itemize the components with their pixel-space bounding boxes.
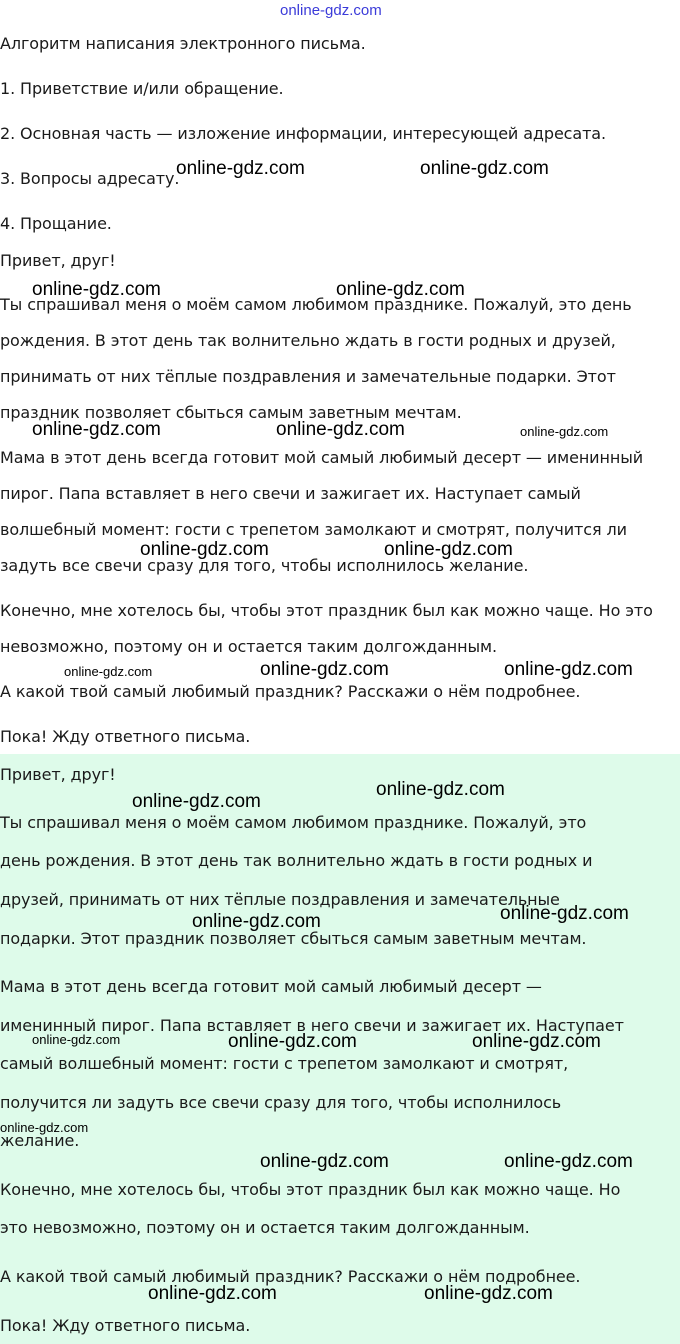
letter1-line: задуть все свечи сразу для того, чтобы исполнилось желание.	[0, 556, 529, 575]
letter2-line: это невозможно, поэтому он и остается таким долгожданным.	[0, 1218, 530, 1237]
letter1-line: пирог. Папа вставляет в него свечи и зажигает их. Наступает самый	[0, 484, 581, 503]
letter2-line: именинный пирог. Папа вставляет в него свечи и зажигает их. Наступает	[0, 1016, 624, 1035]
watermark: online-gdz.com	[260, 659, 389, 680]
letter1-line: рождения. В этот день так волнительно ждать в гости родных и друзей,	[0, 331, 616, 350]
letter2-line: Мама в этот день всегда готовит мой самый любимый десерт —	[0, 977, 542, 996]
watermark: online-gdz.com	[32, 1032, 121, 1047]
letter1-line: Конечно, мне хотелось бы, чтобы этот праздник был как можно чаще. Но это	[0, 601, 653, 620]
watermark: online-gdz.com	[500, 903, 629, 924]
algorithm-title: Алгоритм написания электронного письма.	[0, 34, 366, 53]
algorithm-step: 3. Вопросы адресату.	[0, 169, 180, 188]
algorithm-step: 1. Приветствие и/или обращение.	[0, 79, 284, 98]
letter2-line: Конечно, мне хотелось бы, чтобы этот праздник был как можно чаще. Но	[0, 1180, 621, 1199]
algorithm-step: 2. Основная часть — изложение информации, интересующей адресата.	[0, 124, 606, 143]
site-watermark-link[interactable]: online-gdz.com	[280, 2, 382, 19]
watermark: online-gdz.com	[520, 424, 609, 439]
letter1-line: праздник позволяет сбыться самым заветным мечтам.	[0, 403, 462, 422]
watermark: online-gdz.com	[192, 911, 321, 932]
letter2-line: день рождения. В этот день так волнительно ждать в гости родных и	[0, 851, 593, 870]
letter1-greeting: Привет, друг!	[0, 251, 116, 270]
watermark: online-gdz.com	[336, 279, 465, 300]
letter2-line: самый волшебный момент: гости с трепетом замолкают и смотрят,	[0, 1054, 569, 1073]
letter2-line: получится ли задуть все свечи сразу для того, чтобы исполнилось	[0, 1093, 562, 1112]
watermark: online-gdz.com	[32, 279, 161, 300]
letter2-greeting: Привет, друг!	[0, 765, 116, 784]
watermark: online-gdz.com	[64, 664, 153, 679]
letter2-line: желание.	[0, 1131, 80, 1150]
watermark: online-gdz.com	[276, 419, 405, 440]
watermark: online-gdz.com	[32, 419, 161, 440]
letter2-farewell: Пока! Жду ответного письма.	[0, 1316, 251, 1335]
watermark: online-gdz.com	[132, 791, 261, 812]
letter1-question: А какой твой самый любимый праздник? Расскажи о нём подробнее.	[0, 682, 581, 701]
algorithm-step: 4. Прощание.	[0, 214, 112, 233]
letter1-line: принимать от них тёплые поздравления и замечательные подарки. Этот	[0, 367, 616, 386]
watermark: online-gdz.com	[176, 158, 305, 179]
watermark: online-gdz.com	[504, 1151, 633, 1172]
watermark: online-gdz.com	[260, 1151, 389, 1172]
letter1-line: Ты спрашивал меня о моём самом любимом празднике. Пожалуй, это день	[0, 295, 632, 314]
watermark: online-gdz.com	[0, 1120, 89, 1135]
watermark: online-gdz.com	[420, 158, 549, 179]
watermark: online-gdz.com	[148, 1283, 277, 1304]
watermark: online-gdz.com	[140, 539, 269, 560]
letter1-line: волшебный момент: гости с трепетом замолкают и смотрят, получится ли	[0, 520, 627, 539]
watermark: online-gdz.com	[472, 1031, 601, 1052]
letter1-line: невозможно, поэтому он и остается таким долгожданным.	[0, 637, 498, 656]
letter2-line: друзей, принимать от них тёплые поздравления и замечательные	[0, 890, 560, 909]
letter2-line: подарки. Этот праздник позволяет сбыться самым заветным мечтам.	[0, 929, 587, 948]
letter1-farewell: Пока! Жду ответного письма.	[0, 727, 251, 746]
watermark: online-gdz.com	[504, 659, 633, 680]
watermark: online-gdz.com	[424, 1283, 553, 1304]
letter2-question: А какой твой самый любимый праздник? Расскажи о нём подробнее.	[0, 1267, 581, 1286]
watermark: online-gdz.com	[384, 539, 513, 560]
letter2-line: Ты спрашивал меня о моём самом любимом празднике. Пожалуй, это	[0, 813, 587, 832]
watermark: online-gdz.com	[376, 779, 505, 800]
letter1-line: Мама в этот день всегда готовит мой самый любимый десерт — именинный	[0, 448, 644, 467]
watermark: online-gdz.com	[228, 1031, 357, 1052]
